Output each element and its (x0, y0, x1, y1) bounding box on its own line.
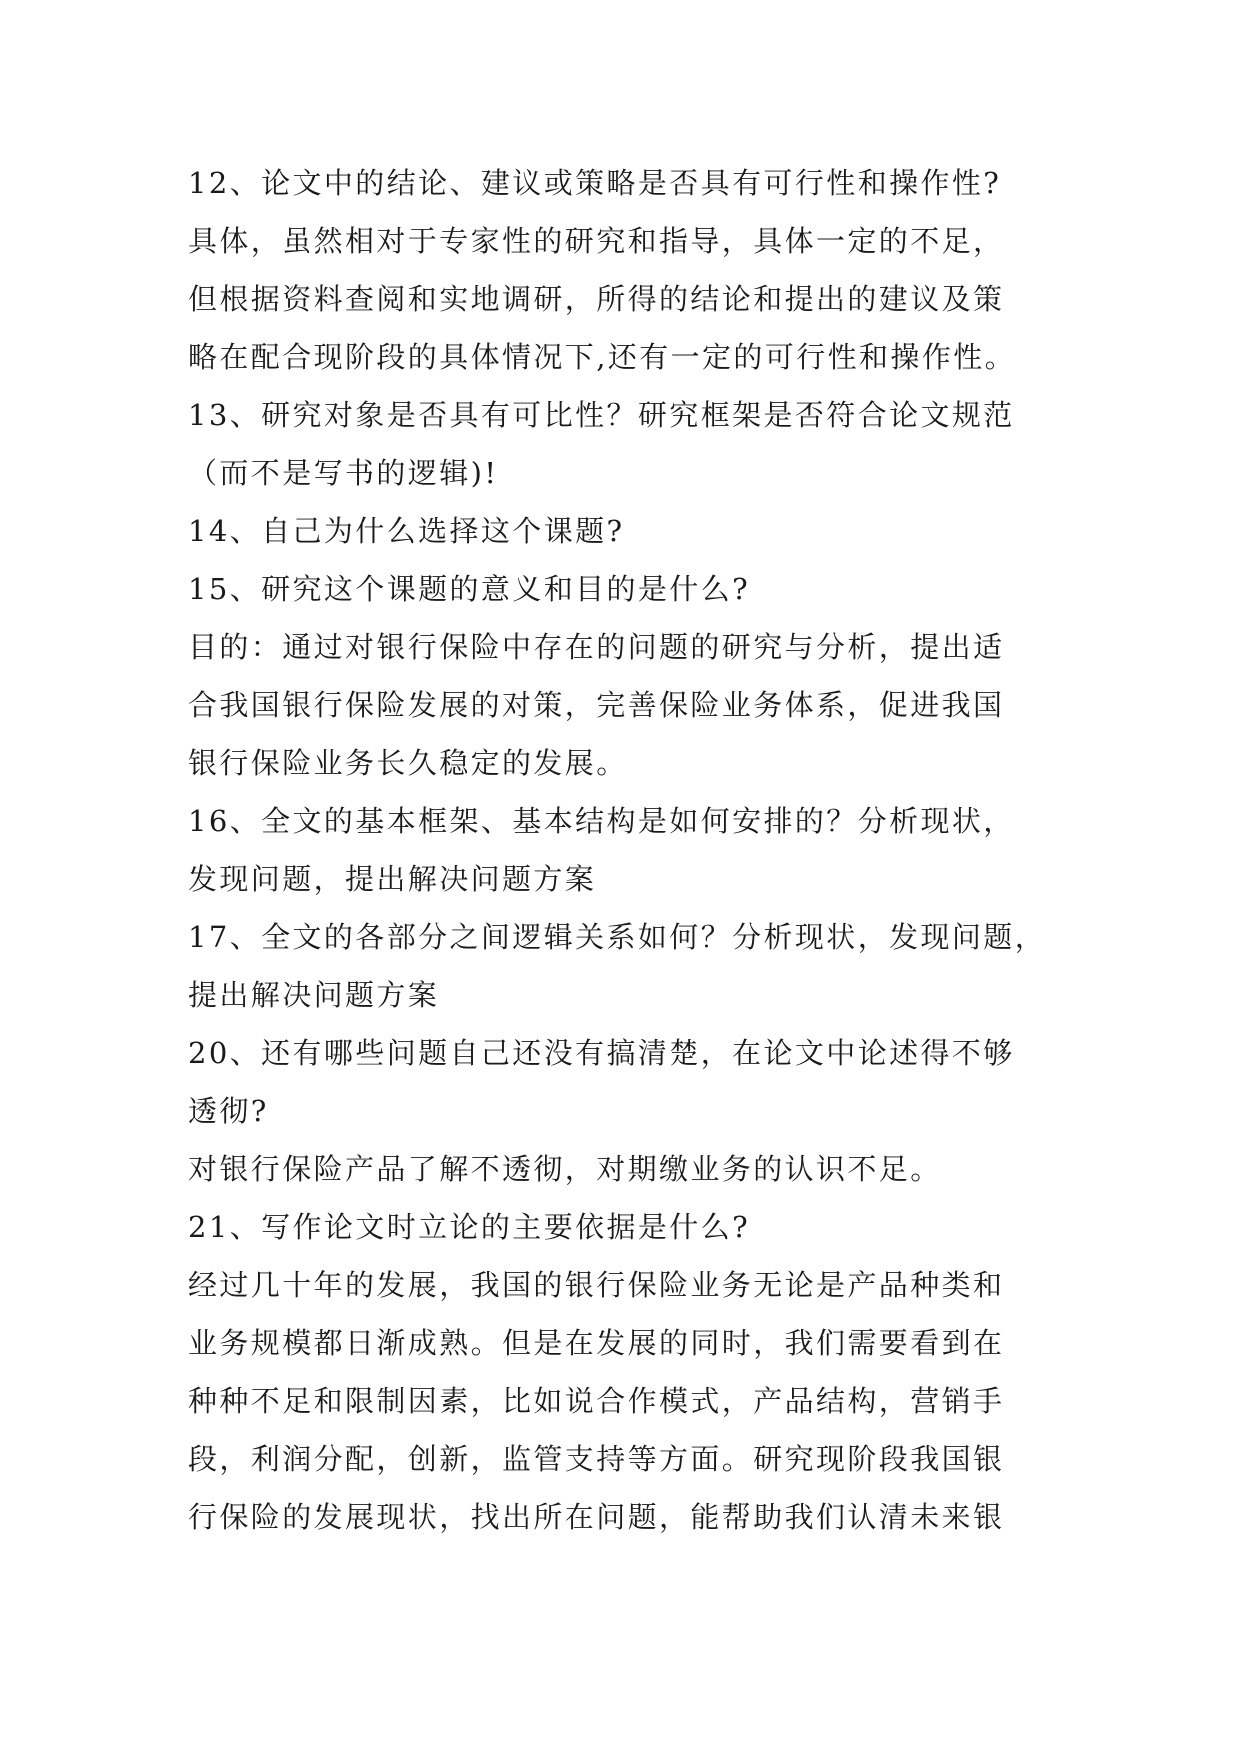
text-line: 业务规模都日渐成熟。但是在发展的同时，我们需要看到在 (188, 1326, 1005, 1360)
text-line: 行保险的发展现状，找出所在问题，能帮助我们认清未来银 (188, 1500, 1005, 1534)
text-line: 合我国银行保险发展的对策，完善保险业务体系，促进我国 (188, 688, 1005, 722)
text-line: 提出解决问题方案 (188, 978, 440, 1012)
text-line: 21、写作论文时立论的主要依据是什么? (188, 1210, 751, 1244)
text-line: 发现问题，提出解决问题方案 (188, 862, 597, 896)
text-line: 目的：通过对银行保险中存在的问题的研究与分析，提出适 (188, 630, 1005, 664)
text-line: 17、全文的各部分之间逻辑关系如何？分析现状，发现问题， (188, 920, 1047, 954)
text-line: 12、论文中的结论、建议或策略是否具有可行性和操作性? (188, 166, 1002, 200)
text-line: 经过几十年的发展，我国的银行保险业务无论是产品种类和 (188, 1268, 1005, 1302)
text-line: 对银行保险产品了解不透彻，对期缴业务的认识不足。 (188, 1152, 942, 1186)
text-line: 14、自己为什么选择这个课题? (188, 514, 625, 548)
text-line: 20、还有哪些问题自己还没有搞清楚，在论文中论述得不够 (188, 1036, 1015, 1070)
text-line: 具体，虽然相对于专家性的研究和指导，具体一定的不足， (188, 224, 1005, 258)
text-line: 略在配合现阶段的具体情况下,还有一定的可行性和操作性。 (188, 340, 1017, 374)
text-line: （而不是写书的逻辑)! (188, 456, 499, 490)
text-line: 银行保险业务长久稳定的发展。 (188, 746, 628, 780)
text-line: 15、研究这个课题的意义和目的是什么? (188, 572, 751, 606)
text-line: 16、全文的基本框架、基本结构是如何安排的？分析现状， (188, 804, 1015, 838)
document-body (188, 154, 1068, 1546)
text-line: 段，利润分配，创新，监管支持等方面。研究现阶段我国银 (188, 1442, 1005, 1476)
text-line: 但根据资料查阅和实地调研，所得的结论和提出的建议及策 (188, 282, 1005, 316)
text-line: 透彻? (188, 1094, 269, 1128)
text-line: 种种不足和限制因素，比如说合作模式，产品结构，营销手 (188, 1384, 1005, 1418)
text-line: 13、研究对象是否具有可比性？研究框架是否符合论文规范 (188, 398, 1015, 432)
